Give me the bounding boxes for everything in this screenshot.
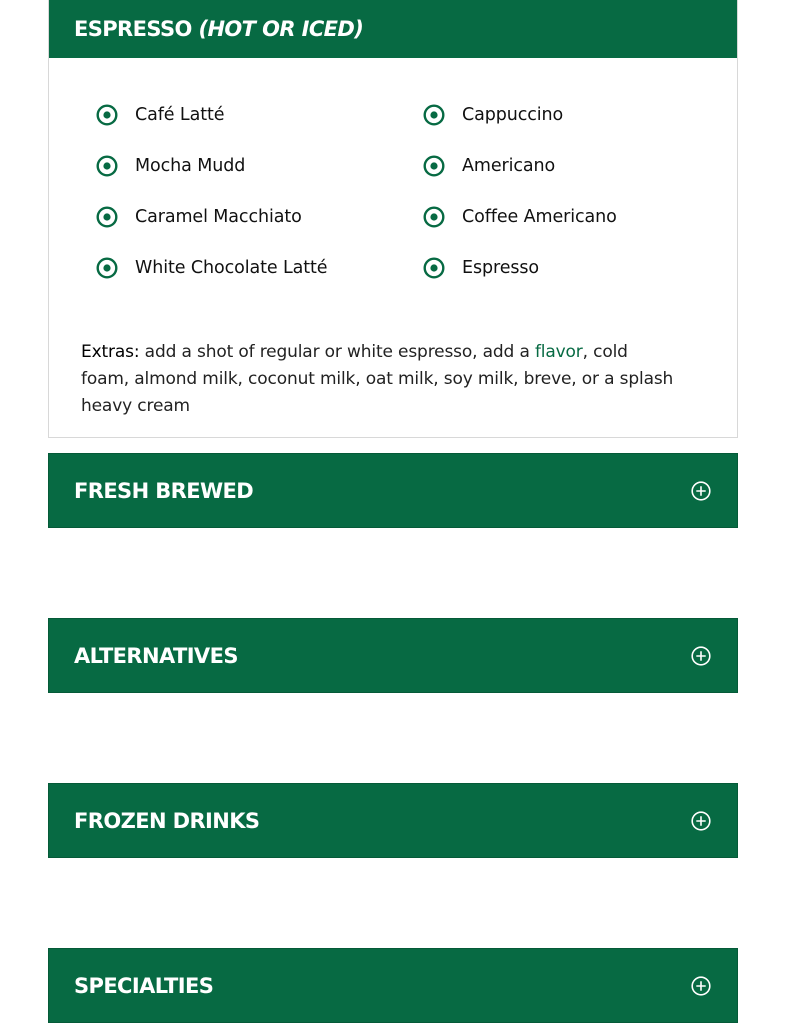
- frozen-drinks-accordion-header[interactable]: [48, 783, 738, 858]
- espresso-title-suffix: (HOT OR ICED): [198, 17, 364, 41]
- list-item: [96, 102, 224, 128]
- list-item: [423, 102, 563, 128]
- alternatives-accordion-header[interactable]: [48, 618, 738, 693]
- fresh-brewed-accordion-header[interactable]: [48, 453, 738, 528]
- item-label: Espresso: [462, 258, 540, 278]
- plus-circle-icon[interactable]: [691, 811, 711, 831]
- radio-selected-icon: [423, 155, 445, 177]
- section-title: SPECIALTIES: [74, 973, 214, 998]
- section-title: FRESH BREWED: [74, 478, 254, 503]
- plus-circle-icon[interactable]: [691, 976, 711, 996]
- list-item: [423, 255, 539, 281]
- item-label: Coffee Americano: [462, 207, 617, 227]
- espresso-accordion: [48, 0, 738, 438]
- espresso-title: ESPRESSO (HOT OR ICED): [74, 17, 364, 41]
- radio-selected-icon: [423, 104, 445, 126]
- plus-circle-icon[interactable]: [691, 481, 711, 501]
- radio-selected-icon: [96, 155, 118, 177]
- list-item: [423, 204, 617, 230]
- espresso-accordion-header[interactable]: [49, 0, 737, 58]
- flavor-link[interactable]: flavor: [534, 342, 583, 362]
- section-title: ALTERNATIVES: [74, 643, 238, 668]
- section-title: FROZEN DRINKS: [74, 808, 260, 833]
- item-label: Mocha Mudd: [135, 156, 246, 176]
- radio-selected-icon: [423, 206, 445, 228]
- espresso-item-list: [96, 102, 696, 282]
- list-item: [96, 255, 327, 281]
- radio-selected-icon: [96, 104, 118, 126]
- radio-selected-icon: [96, 257, 118, 279]
- extras-label: Extras:: [81, 342, 140, 362]
- plus-circle-icon[interactable]: [691, 646, 711, 666]
- list-item: [96, 153, 245, 179]
- radio-selected-icon: [96, 206, 118, 228]
- extras-text-after: , cold foam, almond milk, coconut milk, oat milk, soy milk, breve, or a splash heavy cream: [81, 342, 674, 416]
- item-label: White Chocolate Latté: [135, 258, 328, 278]
- extras-note: [81, 339, 681, 420]
- item-label: Caramel Macchiato: [135, 207, 302, 227]
- list-item: [96, 204, 302, 230]
- list-item: [423, 153, 555, 179]
- radio-selected-icon: [423, 257, 445, 279]
- item-label: Cappuccino: [462, 105, 564, 125]
- item-label: Americano: [462, 156, 556, 176]
- specialties-accordion-header[interactable]: [48, 948, 738, 1023]
- item-label: Café Latté: [135, 105, 225, 125]
- extras-text-before: add a shot of regular or white espresso, add a: [139, 342, 535, 362]
